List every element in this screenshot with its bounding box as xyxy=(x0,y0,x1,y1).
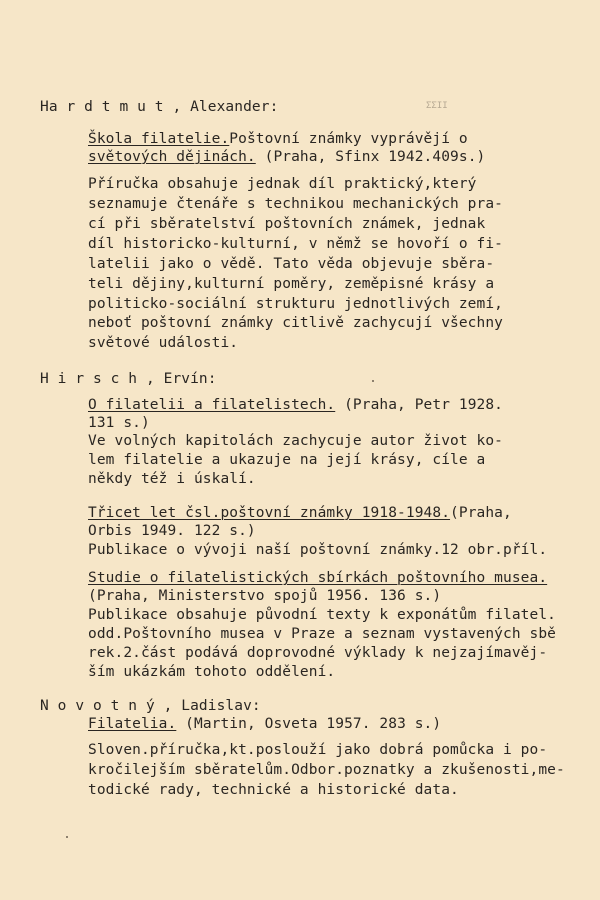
book-pub-line2: (Praha, Ministerstvo spojů 1956. 136 s.) xyxy=(88,588,442,604)
desc-line: Publikace obsahuje původní texty k exponátům filatel. xyxy=(88,607,556,623)
book-title-continuation: Poštovní známky vyprávějí o xyxy=(229,131,468,147)
desc-line: rek.2.část podává doprovodné výklady k nejzajímavěj- xyxy=(88,645,548,661)
book-pub-info: (Praha, xyxy=(450,505,512,521)
desc-line: světové události. xyxy=(88,335,239,351)
book-title-tricet xyxy=(88,504,512,522)
ink-speck xyxy=(372,380,374,382)
desc-line: todické rady, technické a historické data. xyxy=(88,782,459,798)
book-title-underlined: Studie o filatelistických sbírkách poštovního musea. xyxy=(88,570,548,586)
desc-line: kročilejším sběratelům.Odbor.poznatky a zkušenosti,me- xyxy=(88,762,565,778)
book-title-skola xyxy=(88,130,468,148)
desc-line: neboť poštovní známky citlivě zachycují všechny xyxy=(88,315,503,331)
book-title-studie xyxy=(88,569,547,587)
desc-line: Publikace o vývoji naší poštovní známky.12 obr.příl. xyxy=(88,542,548,558)
book-title-underlined: Třicet let čsl.poštovní známky 1918-1948. xyxy=(88,505,451,521)
book-pub-line2: Orbis 1949. 122 s.) xyxy=(88,523,256,539)
book-pub-info: (Martin, Osveta 1957. 283 s.) xyxy=(185,716,442,732)
desc-line: lem filatelie a ukazuje na její krásy, cíle a xyxy=(88,452,486,468)
book-title-underlined: O filatelii a filatelistech. xyxy=(88,397,336,413)
desc-line: politicko-sociální strukturu jednotlivých zemí, xyxy=(88,296,503,312)
desc-line: Příručka obsahuje jednak díl praktický,který xyxy=(88,176,477,192)
desc-line: teli dějiny,kulturní poměry, zeměpisné krásy a xyxy=(88,276,495,292)
book-pub-info: (Praha, Petr 1928. xyxy=(344,397,504,413)
book-title-line2 xyxy=(88,148,485,166)
book-title-underlined-line2: světových dějinách. xyxy=(88,149,256,165)
desc-line: latelii jako o vědě. Tato věda objevuje sběra- xyxy=(88,256,495,272)
author-hirsch: H i r s c h , Ervín: xyxy=(40,371,217,387)
desc-line: Sloven.příručka,kt.poslouží jako dobrá pomůcka i po- xyxy=(88,742,548,758)
book-title-underlined: Škola filatelie. xyxy=(88,131,230,147)
desc-line: odd.Poštovního musea v Praze a seznam vystavených sbě xyxy=(88,626,556,642)
faint-mark: ΣΣΙΙ xyxy=(426,101,448,111)
desc-line: někdy též i úskalí. xyxy=(88,471,256,487)
book-pub-line2: 131 s.) xyxy=(88,415,150,431)
author-hardtmut: Ha r d t m u t , Alexander: xyxy=(40,99,279,115)
book-pub-info: (Praha, Sfinx 1942.409s.) xyxy=(264,149,486,165)
book-title-filatelia xyxy=(88,715,441,733)
desc-line: díl historicko-kulturní, v němž se hovoří o fi- xyxy=(88,236,503,252)
author-novotny: N o v o t n ý , Ladislav: xyxy=(40,698,261,714)
desc-line: ším ukázkám tohoto oddělení. xyxy=(88,664,336,680)
desc-line: cí při sběratelství poštovních známek, jednak xyxy=(88,216,486,232)
ink-speck xyxy=(66,836,68,838)
book-title-filatelii xyxy=(88,396,503,414)
book-title-underlined: Filatelia. xyxy=(88,716,177,732)
desc-line: Ve volných kapitolách zachycuje autor život ko- xyxy=(88,433,503,449)
desc-line: seznamuje čtenáře s technikou mechanických pra- xyxy=(88,196,503,212)
